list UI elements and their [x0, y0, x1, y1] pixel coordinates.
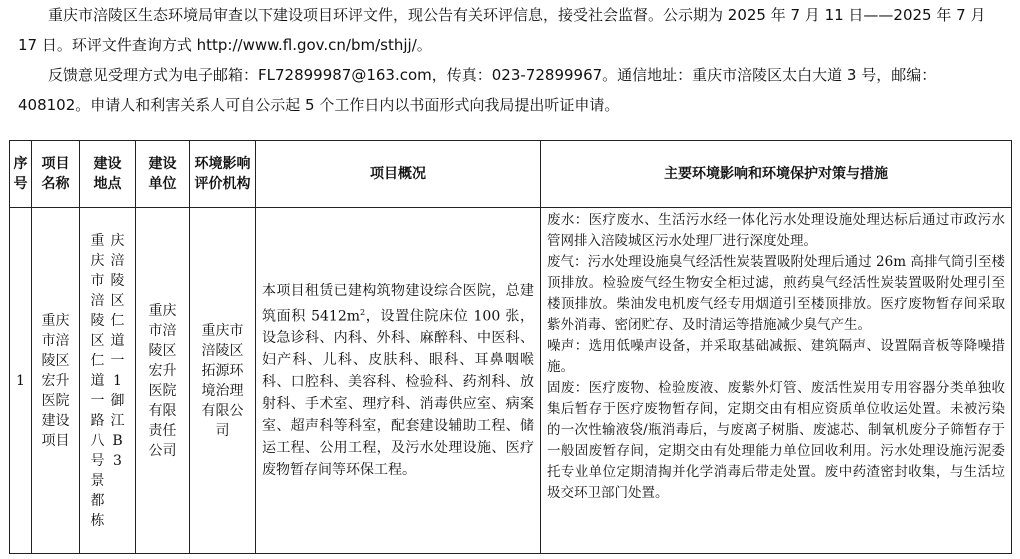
- summary-text-a: 本项目租赁已建构筑物建设综合医院，总建筑面积 5412m: [262, 282, 534, 325]
- measure-gas: 废气：污水处理设施臭气经活性炭装置吸附处理后通过 26m 高排气筒引至楼顶排放。检验废气经生物安全柜过滤，煎药臭气经活性炭装置吸附处理引至楼顶排放。柴油发电机废气经专用烟道引至楼顶排放。医疗废物暂存间采取紫外消毒、密闭贮存、及时清运等措施减少臭气产生。: [547, 254, 1005, 333]
- cell-summary: [256, 208, 541, 554]
- notice-paragraph-2: 反馈意见受理方式为电子邮箱：FL72899987@163.com，传真：023-72899967。通信地址：重庆市涪陵区太白大道 3 号，邮编：408102。申请人和利害关系人可自公示起 5 个工作日内以书面形式向我局提出听证申请。: [18, 66, 937, 114]
- cell-name: 重庆市涪陵区宏升医院建设项目: [32, 208, 80, 554]
- header-measures: 主要环境影响和环境保护对策与措施: [541, 141, 1012, 208]
- cell-measures: [541, 208, 1012, 554]
- measure-noise: 噪声：选用低噪声设备，并采取基础减振、建筑隔声、设置隔音板等降噪措施。: [547, 338, 1005, 375]
- table-header-row: [10, 141, 1012, 208]
- measure-water: 废水：医疗废水、生活污水经一体化污水处理设施处理达标后通过市政污水管网排入涪陵城区污水处理厂进行深度处理。: [547, 212, 1005, 249]
- cell-seq: 1: [10, 208, 32, 554]
- header-name: 项目名称: [32, 141, 80, 208]
- location-text-col2: 庆涪陵区仁道一1御江B3: [110, 232, 125, 469]
- summary-superscript: 2: [360, 307, 366, 317]
- header-agency: 环境影响评价机构: [190, 141, 256, 208]
- cell-agency: 重庆市涪陵区拓源环境治理有限公司: [190, 208, 256, 554]
- cell-location: [80, 208, 136, 554]
- project-table: [9, 140, 1012, 554]
- location-text-col1: 重庆市涪陵区仁道一路八号景都栋: [90, 232, 105, 529]
- header-seq: 序号: [10, 141, 32, 208]
- header-location: 建设地点: [80, 141, 136, 208]
- notice-paragraph-1: 重庆市涪陵区生态环境局审查以下建设项目环评文件，现公告有关环评信息，接受社会监督。公示期为 2025 年 7 月 11 日——2025 年 7 月 17 日。环评文件查询方式 http://www.fl.gov.cn/bm/sthjj/。: [18, 6, 986, 54]
- measure-solid: 固废：医疗废物、检验废液、废紫外灯管、废活性炭用专用容器分类单独收集后暂存于医疗废物暂存间，定期交由有相应资质单位收运处置。未被污染的一次性输液袋/瓶消毒后，与废离子树脂、废滤芯、制氧机废分子筛暂存于一般固废暂存间，定期交由有处理能力单位回收利用。污水处理设施污泥委托专业单位定期清掏并化学消毒后带走处置。废中药渣密封收集，与生活垃圾交环卫部门处置。: [547, 380, 1005, 501]
- summary-text-b: ，设置住院床位 100 张，设急诊科、内科、外科、麻醉科、中医科、妇产科、儿科、皮肤科、眼科、耳鼻咽喉科、口腔科、美容科、检验科、药剂科、放射科、手术室、理疗科、消毒供应室、病案室、超声科等科室，配套建设辅助工程、储运工程、公用工程，及污水处理设施、医疗废物暂存间等环保工程。: [262, 308, 535, 479]
- table-row: [10, 208, 1012, 554]
- header-summary: 项目概况: [256, 141, 541, 208]
- notice-text: [18, 0, 1008, 120]
- cell-unit: 重庆市涪陵区宏升医院有限责任公司: [136, 208, 190, 554]
- header-unit: 建设单位: [136, 141, 190, 208]
